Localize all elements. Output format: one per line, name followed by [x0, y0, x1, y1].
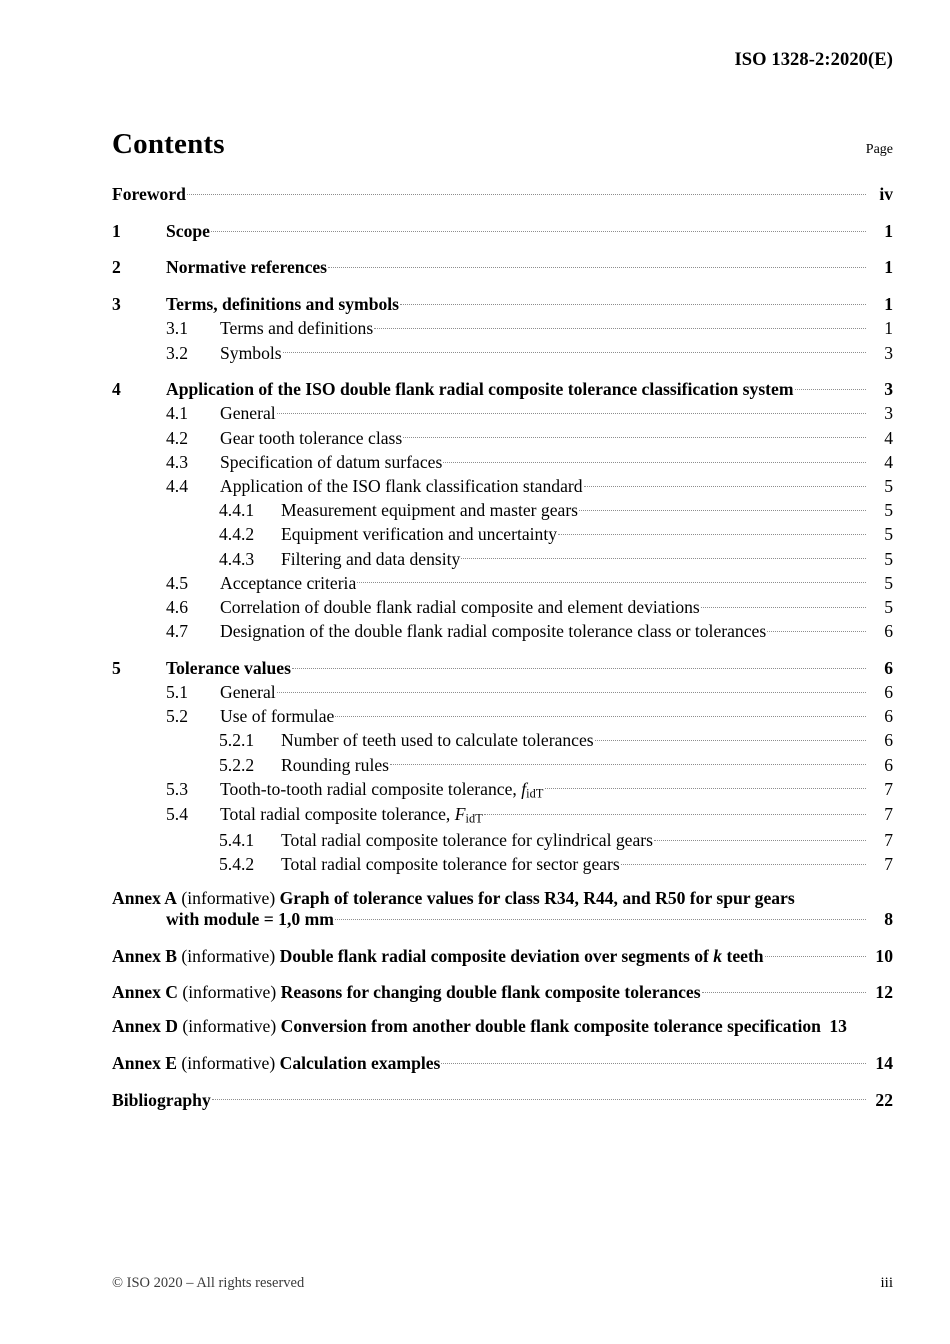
toc-entry-4-7[interactable] — [112, 620, 893, 641]
dot-leader — [795, 378, 867, 396]
toc-number: 4.1 — [166, 403, 188, 424]
toc-page-number: 6 — [884, 681, 893, 702]
toc-number: 5.2 — [166, 706, 188, 727]
dot-leader — [702, 981, 866, 999]
toc-page-number: 5 — [884, 500, 893, 521]
toc-number: 5 — [112, 657, 121, 678]
toc-entry-4-4-1[interactable] — [112, 499, 893, 520]
toc-number: 5.2.2 — [219, 754, 255, 775]
toc-entry-annex-b[interactable] — [112, 944, 893, 965]
toc-entry-3[interactable] — [112, 293, 893, 314]
dot-leader — [277, 402, 866, 420]
toc-entry-5[interactable] — [112, 656, 893, 677]
dot-leader — [443, 450, 866, 468]
toc-entry-annex-c[interactable] — [112, 981, 893, 1002]
annex-kind: (informative) — [181, 945, 276, 966]
toc-number: 5.1 — [166, 681, 188, 702]
dot-leader — [335, 908, 866, 926]
toc-entry-4[interactable] — [112, 378, 893, 399]
toc-page-number: 3 — [884, 379, 893, 400]
annex-label: Annex A — [112, 888, 178, 909]
toc-page-number: 5 — [884, 596, 893, 617]
dot-leader — [328, 256, 866, 274]
toc-entry-annex-e[interactable] — [112, 1051, 893, 1072]
toc-page-number: 5 — [884, 475, 893, 496]
toc-page-number: 4 — [884, 427, 893, 448]
toc-label: General — [220, 681, 276, 702]
page-title: Contents — [112, 128, 225, 160]
annex-e-line-1 — [112, 1051, 893, 1072]
toc-label: Symbols — [220, 342, 282, 363]
annex-title-line-1: Graph of tolerance values for class R34, R44, and R50 for spur gears — [279, 888, 795, 909]
annex-kind: (informative) — [181, 1052, 276, 1073]
dot-leader — [595, 729, 866, 747]
dot-leader — [374, 317, 866, 335]
toc-number: 4.5 — [166, 572, 188, 593]
dot-leader — [461, 547, 866, 565]
toc-number: 4.6 — [166, 596, 188, 617]
toc-number: 4.4 — [166, 475, 188, 496]
toc-number: 4.7 — [166, 621, 188, 642]
contents-title-row — [112, 128, 893, 161]
toc-label: Designation of the double flank radial composite tolerance class or tolerances — [220, 621, 767, 642]
toc-entry-5-4-1[interactable] — [112, 828, 893, 849]
dot-leader — [767, 620, 866, 638]
toc-page-number: 8 — [884, 909, 893, 930]
dot-leader — [545, 777, 867, 795]
toc-entry-annex-d[interactable] — [112, 1017, 893, 1035]
toc-page-number: 5 — [884, 548, 893, 569]
dot-leader — [484, 803, 866, 821]
toc-number: 4.2 — [166, 427, 188, 448]
dot-leader — [357, 571, 866, 589]
toc-page-number: 6 — [884, 657, 893, 678]
annex-d-line-1 — [112, 1017, 893, 1035]
toc-page-number: 3 — [884, 403, 893, 424]
document-header-reference: ISO 1328-2:2020(E) — [734, 50, 893, 70]
dot-leader — [558, 523, 866, 541]
annex-c-line-1 — [112, 981, 893, 1002]
toc-entry-5-2[interactable] — [112, 705, 893, 726]
toc-entry-4-3[interactable] — [112, 450, 893, 471]
toc-label: Tolerance values — [166, 657, 291, 678]
annex-label: Annex C — [112, 982, 178, 1003]
toc-number: 5.4.2 — [219, 854, 255, 875]
annex-a-line-2 — [112, 908, 893, 929]
annex-title-line-1: Double flank radial composite deviation over segments of k teeth — [279, 945, 764, 966]
toc-label: Total radial composite tolerance for cylindrical gears — [281, 829, 653, 850]
toc-page-number: 3 — [884, 342, 893, 363]
toc-number: 4.4.2 — [219, 524, 255, 545]
table-of-contents — [112, 182, 893, 1109]
toc-page-number: 10 — [875, 945, 893, 966]
toc-page-number: 5 — [884, 572, 893, 593]
toc-page-number: 1 — [884, 294, 893, 315]
toc-entry-5-2-2[interactable] — [112, 753, 893, 774]
dot-leader — [765, 944, 866, 962]
page-column-label: Page — [865, 142, 893, 157]
toc-number: 5.4.1 — [219, 829, 255, 850]
toc-entry-3-2[interactable] — [112, 341, 893, 362]
toc-number: 5.4 — [166, 804, 188, 825]
dot-leader — [211, 219, 866, 237]
toc-entry-4-1[interactable] — [112, 402, 893, 423]
annex-title-line-2: with module = 1,0 mm — [166, 909, 334, 930]
toc-label: Acceptance criteria — [220, 572, 357, 593]
toc-label: Total radial composite tolerance, $F_{idT}$ — [220, 804, 483, 827]
bibliography-label: Bibliography — [112, 1089, 211, 1110]
annex-title-line-1: Calculation examples — [279, 1052, 441, 1073]
annex-title-line-1: Reasons for changing double flank composite tolerances — [280, 982, 701, 1003]
toc-page-number: 7 — [884, 804, 893, 825]
toc-number: 3 — [112, 294, 121, 315]
copyright-notice: © ISO 2020 – All rights reserved — [112, 1275, 305, 1291]
toc-page-number: 6 — [884, 730, 893, 751]
dot-leader — [212, 1088, 866, 1106]
toc-label: Application of the ISO flank classification standard — [220, 475, 583, 496]
toc-label: Use of formulae — [220, 706, 335, 727]
annex-kind: (informative) — [182, 1016, 277, 1037]
toc-entry-4-5[interactable] — [112, 571, 893, 592]
annex-kind: (informative) — [182, 982, 277, 1003]
toc-number: 4.4.1 — [219, 500, 255, 521]
toc-page-number: 14 — [875, 1052, 893, 1073]
toc-label: Gear tooth tolerance class — [220, 427, 403, 448]
toc-entry-foreword[interactable] — [112, 183, 893, 204]
toc-page-number: 7 — [884, 854, 893, 875]
dot-leader — [441, 1051, 866, 1069]
toc-entry-annex-a[interactable] — [112, 889, 893, 929]
annex-kind: (informative) — [181, 888, 276, 909]
toc-number: 3.2 — [166, 342, 188, 363]
annex-label: Annex D — [112, 1016, 178, 1037]
toc-label: Normative references — [166, 257, 328, 278]
toc-number: 1 — [112, 220, 121, 241]
toc-number: 3.1 — [166, 318, 188, 339]
folio-number: iii — [880, 1275, 893, 1291]
toc-entry-5-4[interactable] — [112, 803, 893, 826]
dot-leader — [400, 293, 866, 311]
toc-page-number: 1 — [884, 220, 893, 241]
dot-leader — [283, 341, 866, 359]
dot-leader — [292, 656, 866, 674]
toc-label: Equipment verification and uncertainty — [281, 524, 558, 545]
toc-entry-5-4-2[interactable] — [112, 853, 893, 874]
dot-leader — [390, 753, 866, 771]
toc-entry-4-4-2[interactable] — [112, 523, 893, 544]
page-footer — [112, 1275, 893, 1292]
annex-b-line-1 — [112, 944, 893, 965]
dot-leader — [701, 595, 866, 613]
toc-page-number: 1 — [884, 257, 893, 278]
toc-page-number: 12 — [875, 982, 893, 1003]
toc-label: Foreword — [112, 184, 186, 205]
toc-label: Specification of datum surfaces — [220, 451, 443, 472]
toc-label: Total radial composite tolerance for sector gears — [281, 854, 620, 875]
toc-page-number: 5 — [884, 524, 893, 545]
toc-label: Scope — [166, 220, 210, 241]
toc-number: 4.3 — [166, 451, 188, 472]
toc-page-number: 6 — [884, 754, 893, 775]
toc-entry-5-1[interactable] — [112, 680, 893, 701]
toc-number: 4.4.3 — [219, 548, 255, 569]
toc-entry-1[interactable] — [112, 219, 893, 240]
toc-label: General — [220, 403, 276, 424]
dot-leader — [579, 499, 866, 517]
dot-leader — [277, 680, 866, 698]
annex-a-line-1 — [112, 889, 893, 907]
dot-leader — [187, 183, 866, 201]
bibliography-line — [112, 1088, 893, 1109]
toc-number: 2 — [112, 257, 121, 278]
toc-entry-2[interactable] — [112, 256, 893, 277]
toc-label: Number of teeth used to calculate tolerances — [281, 730, 594, 751]
toc-entry-5-3[interactable] — [112, 777, 893, 800]
toc-page-number: 13 — [829, 1016, 847, 1037]
toc-entry-5-2-1[interactable] — [112, 729, 893, 750]
dot-leader — [335, 705, 866, 723]
toc-label: Tooth-to-tooth radial composite tolerance, $f_{idT}$ — [220, 778, 544, 801]
toc-label: Correlation of double flank radial composite and element deviations — [220, 596, 700, 617]
annex-label: Annex E — [112, 1052, 178, 1073]
toc-label: Terms and definitions — [220, 318, 374, 339]
dot-leader — [584, 474, 866, 492]
toc-page-number: iv — [879, 184, 893, 205]
toc-label: Terms, definitions and symbols — [166, 294, 400, 315]
dot-leader — [621, 853, 866, 871]
toc-page-number: 6 — [884, 621, 893, 642]
toc-label: Measurement equipment and master gears — [281, 500, 579, 521]
toc-number: 5.3 — [166, 778, 188, 799]
toc-entry-bibliography[interactable] — [112, 1088, 893, 1109]
annex-title-line-1: Conversion from another double flank composite tolerance specification — [280, 1016, 821, 1037]
toc-page-number: 22 — [875, 1089, 893, 1110]
toc-entry-4-4-3[interactable] — [112, 547, 893, 568]
toc-label: Application of the ISO double flank radial composite tolerance classification system — [166, 379, 794, 400]
annex-label: Annex B — [112, 945, 178, 966]
toc-entry-3-1[interactable] — [112, 317, 893, 338]
toc-label: Filtering and data density — [281, 548, 461, 569]
toc-page-number: 7 — [884, 778, 893, 799]
dot-leader — [403, 426, 866, 444]
toc-page-number: 6 — [884, 706, 893, 727]
dot-leader — [654, 828, 866, 846]
toc-entry-4-4[interactable] — [112, 474, 893, 495]
toc-entry-4-2[interactable] — [112, 426, 893, 447]
toc-page-number: 7 — [884, 829, 893, 850]
toc-entry-4-6[interactable] — [112, 595, 893, 616]
toc-number: 4 — [112, 379, 121, 400]
toc-label: Rounding rules — [281, 754, 390, 775]
toc-page-number: 4 — [884, 451, 893, 472]
toc-number: 5.2.1 — [219, 730, 255, 751]
toc-page-number: 1 — [884, 318, 893, 339]
